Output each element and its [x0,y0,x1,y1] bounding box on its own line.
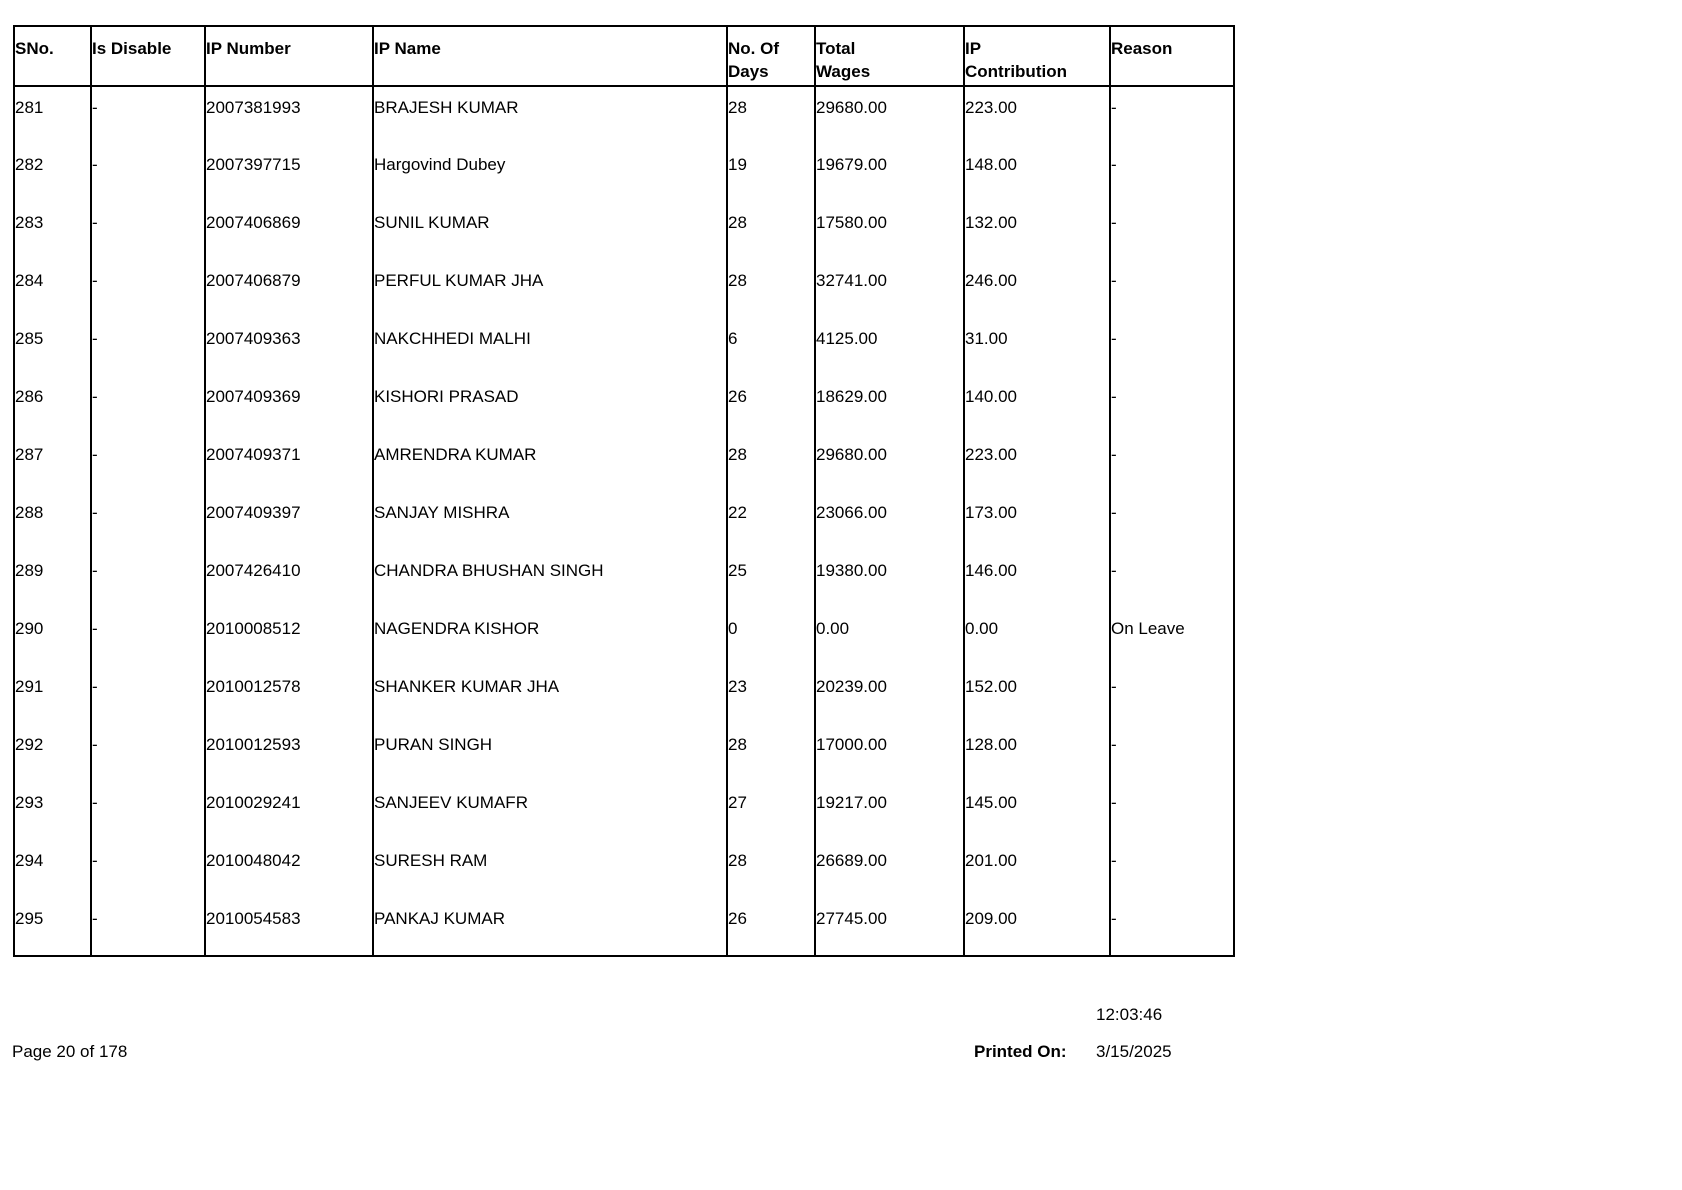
table-row [14,608,1234,666]
cell-ip-contribution: 145.00 [964,782,1110,840]
table-header-row [14,26,1234,86]
cell-reason: - [1110,724,1234,782]
cell-total-wages: 29680.00 [815,86,964,144]
cell-ip-contribution: 146.00 [964,550,1110,608]
cell-ip-name: SHANKER KUMAR JHA [373,666,727,724]
cell-is-disable: - [91,666,205,724]
column-header-ip-number [205,26,373,86]
page-number: Page 20 of 178 [12,1042,128,1061]
printed-date: 3/15/2025 [1096,1042,1172,1061]
cell-ip-contribution: 209.00 [964,898,1110,956]
cell-ip-name: PURAN SINGH [373,724,727,782]
cell-ip-contribution: 223.00 [964,434,1110,492]
report-table [13,25,1235,957]
cell-days: 0 [727,608,815,666]
cell-total-wages: 4125.00 [815,318,964,376]
header-label: Days [728,62,769,81]
table-row [14,318,1234,376]
cell-is-disable: - [91,898,205,956]
table-row [14,144,1234,202]
cell-total-wages: 19380.00 [815,550,964,608]
cell-total-wages: 18629.00 [815,376,964,434]
column-header-ip-name [373,26,727,86]
cell-ip-number: 2007381993 [205,86,373,144]
cell-days: 26 [727,898,815,956]
column-header-reason [1110,26,1234,86]
table-row [14,724,1234,782]
cell-ip-name: NAGENDRA KISHOR [373,608,727,666]
cell-ip-contribution: 128.00 [964,724,1110,782]
table-row [14,840,1234,898]
cell-reason: - [1110,550,1234,608]
cell-reason: - [1110,492,1234,550]
cell-total-wages: 27745.00 [815,898,964,956]
cell-is-disable: - [91,608,205,666]
header-label: SNo. [15,39,54,58]
cell-total-wages: 17000.00 [815,724,964,782]
cell-reason: - [1110,260,1234,318]
cell-total-wages: 19679.00 [815,144,964,202]
cell-days: 6 [727,318,815,376]
cell-ip-number: 2007406869 [205,202,373,260]
cell-ip-contribution: 173.00 [964,492,1110,550]
cell-reason: - [1110,666,1234,724]
cell-reason: - [1110,376,1234,434]
cell-reason: - [1110,318,1234,376]
cell-ip-name: NAKCHHEDI MALHI [373,318,727,376]
cell-ip-name: KISHORI PRASAD [373,376,727,434]
printed-time: 12:03:46 [1096,1005,1163,1024]
cell-days: 28 [727,86,815,144]
cell-total-wages: 26689.00 [815,840,964,898]
cell-ip-name: PANKAJ KUMAR [373,898,727,956]
table-row [14,550,1234,608]
cell-is-disable: - [91,202,205,260]
cell-ip-name: SANJEEV KUMAFR [373,782,727,840]
cell-ip-name: Hargovind Dubey [373,144,727,202]
table-row [14,666,1234,724]
printed-on-label: Printed On: [974,1042,1067,1061]
cell-total-wages: 17580.00 [815,202,964,260]
cell-total-wages: 29680.00 [815,434,964,492]
cell-ip-name: BRAJESH KUMAR [373,86,727,144]
cell-is-disable: - [91,318,205,376]
cell-ip-contribution: 132.00 [964,202,1110,260]
cell-reason: - [1110,898,1234,956]
cell-sno: 295 [14,898,91,956]
cell-ip-contribution: 148.00 [964,144,1110,202]
cell-ip-number: 2007426410 [205,550,373,608]
header-label: Contribution [965,62,1067,81]
cell-is-disable: - [91,144,205,202]
cell-sno: 288 [14,492,91,550]
cell-is-disable: - [91,86,205,144]
cell-ip-number: 2007397715 [205,144,373,202]
cell-reason: On Leave [1110,608,1234,666]
cell-reason: - [1110,840,1234,898]
table-row [14,260,1234,318]
table-row [14,86,1234,144]
cell-is-disable: - [91,724,205,782]
cell-total-wages: 0.00 [815,608,964,666]
cell-ip-number: 2007406879 [205,260,373,318]
cell-ip-number: 2010029241 [205,782,373,840]
cell-days: 28 [727,260,815,318]
cell-reason: - [1110,144,1234,202]
cell-sno: 293 [14,782,91,840]
cell-total-wages: 20239.00 [815,666,964,724]
cell-ip-name: SURESH RAM [373,840,727,898]
cell-is-disable: - [91,782,205,840]
cell-ip-name: PERFUL KUMAR JHA [373,260,727,318]
column-header-sno [14,26,91,86]
cell-days: 28 [727,202,815,260]
cell-ip-contribution: 31.00 [964,318,1110,376]
cell-days: 28 [727,724,815,782]
header-label: Wages [816,62,871,81]
table-row [14,434,1234,492]
cell-ip-name: AMRENDRA KUMAR [373,434,727,492]
cell-total-wages: 19217.00 [815,782,964,840]
cell-reason: - [1110,86,1234,144]
cell-sno: 285 [14,318,91,376]
header-label: Total [816,39,856,58]
cell-ip-number: 2007409371 [205,434,373,492]
cell-sno: 289 [14,550,91,608]
cell-ip-contribution: 0.00 [964,608,1110,666]
cell-ip-contribution: 152.00 [964,666,1110,724]
header-label: IP Name [374,39,441,58]
cell-ip-number: 2010054583 [205,898,373,956]
cell-sno: 284 [14,260,91,318]
table-row [14,898,1234,956]
cell-total-wages: 32741.00 [815,260,964,318]
cell-sno: 287 [14,434,91,492]
cell-ip-name: SANJAY MISHRA [373,492,727,550]
column-header-days [727,26,815,86]
table-row [14,376,1234,434]
cell-ip-number: 2010048042 [205,840,373,898]
cell-ip-contribution: 246.00 [964,260,1110,318]
cell-sno: 290 [14,608,91,666]
column-header-ip-contribution [964,26,1110,86]
cell-sno: 282 [14,144,91,202]
cell-ip-contribution: 201.00 [964,840,1110,898]
table-row [14,782,1234,840]
cell-sno: 283 [14,202,91,260]
cell-days: 28 [727,840,815,898]
cell-is-disable: - [91,376,205,434]
table-body [14,86,1234,956]
cell-is-disable: - [91,492,205,550]
cell-days: 23 [727,666,815,724]
cell-total-wages: 23066.00 [815,492,964,550]
cell-is-disable: - [91,260,205,318]
header-label: IP [965,39,982,58]
cell-reason: - [1110,782,1234,840]
column-header-is-disable [91,26,205,86]
cell-ip-number: 2007409397 [205,492,373,550]
cell-sno: 291 [14,666,91,724]
cell-ip-contribution: 223.00 [964,86,1110,144]
cell-days: 22 [727,492,815,550]
table-row [14,492,1234,550]
column-header-total-wages [815,26,964,86]
cell-days: 27 [727,782,815,840]
cell-sno: 294 [14,840,91,898]
header-label: IP Number [206,39,291,58]
cell-sno: 286 [14,376,91,434]
header-label: Is Disable [92,39,172,58]
cell-reason: - [1110,434,1234,492]
table-row [14,202,1234,260]
cell-ip-number: 2010012578 [205,666,373,724]
cell-is-disable: - [91,840,205,898]
header-label: No. Of [728,39,779,58]
cell-days: 26 [727,376,815,434]
cell-sno: 281 [14,86,91,144]
cell-is-disable: - [91,434,205,492]
cell-sno: 292 [14,724,91,782]
cell-days: 25 [727,550,815,608]
cell-days: 28 [727,434,815,492]
cell-days: 19 [727,144,815,202]
cell-ip-number: 2010012593 [205,724,373,782]
cell-ip-name: SUNIL KUMAR [373,202,727,260]
cell-reason: - [1110,202,1234,260]
cell-ip-number: 2007409363 [205,318,373,376]
cell-ip-number: 2010008512 [205,608,373,666]
cell-ip-number: 2007409369 [205,376,373,434]
header-label: Reason [1111,39,1173,58]
cell-ip-name: CHANDRA BHUSHAN SINGH [373,550,727,608]
cell-is-disable: - [91,550,205,608]
cell-ip-contribution: 140.00 [964,376,1110,434]
